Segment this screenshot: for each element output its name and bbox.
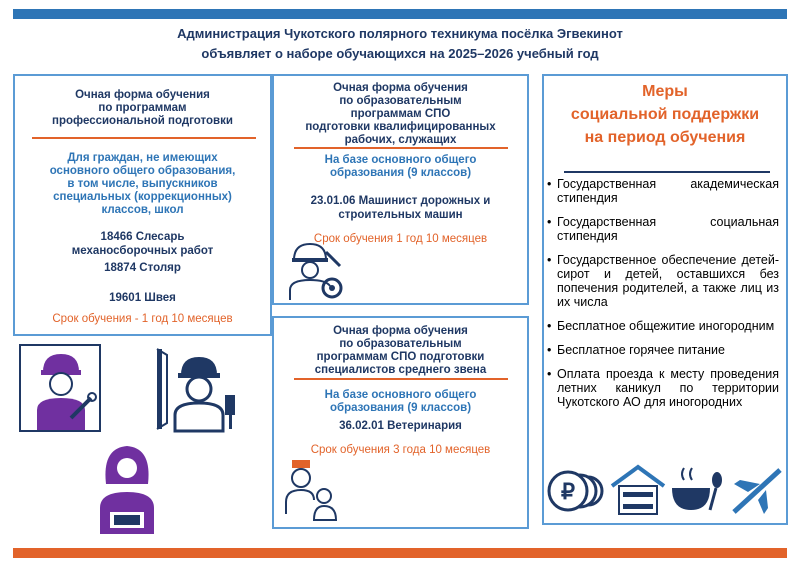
panel-title-line: программам СПО подготовки bbox=[316, 351, 485, 363]
duration-text: Срок обучения 1 год 10 месяцев bbox=[313, 233, 488, 245]
program-seamstress: 19601 Швея bbox=[109, 292, 176, 304]
duration-text: Срок обучения - 1 год 10 месяцев bbox=[52, 313, 233, 325]
panel-title-line: по образовательным bbox=[339, 95, 462, 107]
measure-item: • Бесплатное общежитие иногородним bbox=[547, 319, 779, 333]
hot-meal-icon bbox=[670, 466, 726, 516]
seamstress-icon bbox=[92, 440, 162, 534]
divider bbox=[294, 378, 508, 380]
veterinarian-icon bbox=[284, 458, 340, 524]
panel-title-line: программам СПО bbox=[350, 108, 451, 120]
measure-item: • Государственная социальная стипендия bbox=[547, 215, 779, 243]
panel-title-line: подготовки квалифицированных bbox=[305, 121, 496, 133]
professional-training-panel bbox=[13, 74, 272, 336]
header-line-1: Администрация Чукотского полярного техникума посёлка Эгвекинот bbox=[177, 26, 623, 41]
divider bbox=[294, 147, 508, 149]
top-accent-bar bbox=[13, 9, 787, 19]
support-measures-list bbox=[547, 177, 779, 419]
panel-title-line: Очная форма обучения bbox=[333, 82, 468, 94]
header-line-2: объявляет о наборе обучающихся на 2025–2026 учебный год bbox=[201, 46, 599, 61]
panel-title-line: Очная форма обучения bbox=[75, 89, 210, 101]
audience-line: в том числе, выпускников bbox=[67, 178, 218, 190]
divider bbox=[564, 171, 770, 173]
social-support-panel bbox=[542, 74, 788, 525]
measure-item: • Государственная академическая стипендия bbox=[547, 177, 779, 205]
road-machinist-icon bbox=[286, 240, 346, 302]
page-header bbox=[0, 24, 800, 64]
basis-line: образования (9 классов) bbox=[329, 402, 472, 414]
measure-item: • Государственное обеспечение детей-сирот и детей, оставшихся без попечения родителей, а также лиц из их числа bbox=[547, 253, 779, 309]
skilled-workers-panel bbox=[272, 74, 529, 305]
program-line: механосборочных работ bbox=[71, 245, 214, 257]
measure-item: • Бесплатное горячее питание bbox=[547, 343, 779, 357]
support-title-line: социальной поддержки bbox=[570, 106, 760, 123]
audience-line: Для граждан, не имеющих bbox=[67, 152, 218, 164]
panel-title-line: профессиональной подготовки bbox=[52, 115, 233, 127]
mid-level-specialists-panel bbox=[272, 316, 529, 529]
divider bbox=[32, 137, 256, 139]
svg-text:₽: ₽ bbox=[561, 479, 575, 504]
coins-icon bbox=[546, 468, 604, 514]
support-title-line: на период обучения bbox=[584, 129, 746, 146]
support-title-line: Меры bbox=[642, 83, 688, 100]
airplane-icon bbox=[730, 466, 784, 516]
basis-line: образования (9 классов) bbox=[329, 167, 472, 179]
panel-title-line: по программам bbox=[98, 102, 187, 114]
dormitory-icon bbox=[609, 464, 667, 516]
bottom-accent-bar bbox=[13, 548, 787, 558]
measure-item: • Оплата проезда к месту проведения летних каникул по территории Чукотского АО для иногородних bbox=[547, 367, 779, 409]
program-line: 23.01.06 Машинист дорожных и bbox=[310, 195, 491, 207]
basis-line: На базе основного общего bbox=[324, 389, 477, 401]
carpenter-icon bbox=[153, 345, 243, 433]
mechanic-icon bbox=[19, 344, 101, 432]
panel-title-line: специалистов среднего звена bbox=[314, 364, 487, 376]
basis-line: На базе основного общего bbox=[324, 154, 477, 166]
panel-title-line: по образовательным bbox=[339, 338, 462, 350]
audience-line: специальных (коррекционных) bbox=[53, 191, 232, 203]
program-line: строительных машин bbox=[338, 209, 463, 221]
audience-line: классов, школ bbox=[101, 204, 184, 216]
duration-text: Срок обучения 3 года 10 месяцев bbox=[310, 444, 491, 456]
panel-title-line: Очная форма обучения bbox=[333, 325, 468, 337]
program-line: 18874 Столяр bbox=[104, 262, 181, 274]
audience-line: основного общего образования, bbox=[49, 165, 236, 177]
program-line: 18466 Слесарь bbox=[100, 231, 185, 243]
panel-title-line: рабочих, служащих bbox=[344, 134, 457, 146]
program-veterinary: 36.02.01 Ветеринария bbox=[339, 420, 462, 432]
